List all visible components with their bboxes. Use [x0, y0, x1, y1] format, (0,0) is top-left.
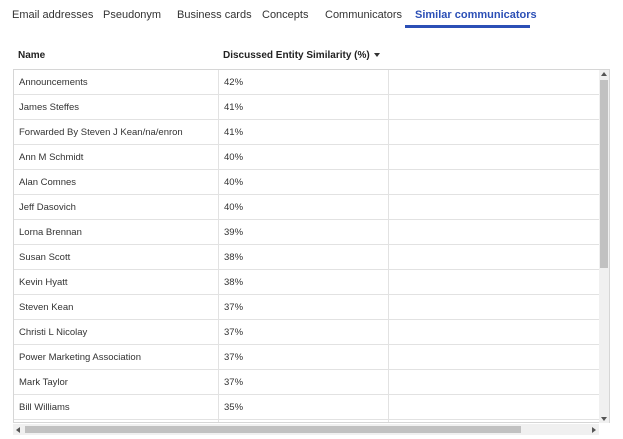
tab-business-cards[interactable]: Business cards	[177, 9, 252, 21]
cell-name: Susan Scott	[14, 245, 219, 270]
cell-name: Power Marketing Association	[14, 345, 219, 370]
cell-similarity: 40%	[219, 170, 389, 195]
cell-name: Jeff Dasovich	[14, 195, 219, 220]
cell-name: Steven Kean	[14, 295, 219, 320]
horizontal-scrollbar[interactable]	[13, 424, 599, 435]
table-body	[14, 70, 600, 423]
cell-name: Kevin Hyatt	[14, 270, 219, 295]
cell-similarity: 40%	[219, 195, 389, 220]
tab-pseudonym[interactable]: Pseudonym	[103, 9, 162, 21]
table-row[interactable]	[14, 245, 600, 270]
table-row[interactable]	[14, 145, 600, 170]
scroll-left-arrow-icon[interactable]	[16, 427, 20, 433]
cell-similarity: 38%	[219, 270, 389, 295]
table-header	[13, 43, 610, 69]
scroll-up-arrow-icon[interactable]	[601, 72, 607, 76]
cell-similarity: 40%	[219, 145, 389, 170]
tab-communicators[interactable]: Communicators	[325, 9, 403, 21]
vertical-scrollbar[interactable]	[599, 70, 609, 423]
cell-name: Bill Williams	[14, 395, 219, 420]
cell-similarity	[219, 420, 389, 423]
cell-similarity: 37%	[219, 370, 389, 395]
vertical-scroll-thumb[interactable]	[600, 80, 608, 268]
table-row[interactable]	[14, 195, 600, 220]
scroll-right-arrow-icon[interactable]	[592, 427, 596, 433]
cell-name: Forwarded By Steven J Kean/na/enron	[14, 120, 219, 145]
cell-similarity: 41%	[219, 120, 389, 145]
cell-similarity: 37%	[219, 295, 389, 320]
table-row[interactable]	[14, 395, 600, 420]
tab-bar	[0, 0, 623, 28]
table-row[interactable]	[14, 270, 600, 295]
tab-email-addresses[interactable]: Email addresses	[12, 9, 94, 21]
results-table	[13, 69, 610, 423]
cell-similarity: 41%	[219, 95, 389, 120]
table-row[interactable]	[14, 70, 600, 95]
cell-name: Christi L Nicolay	[14, 320, 219, 345]
horizontal-scroll-thumb[interactable]	[25, 426, 521, 433]
cell-similarity: 38%	[219, 245, 389, 270]
cell-name: Alan Comnes	[14, 170, 219, 195]
cell-similarity: 37%	[219, 345, 389, 370]
table-row[interactable]	[14, 370, 600, 395]
column-header-name[interactable]: Name	[18, 50, 46, 61]
cell-name: Lorna Brennan	[14, 220, 219, 245]
table-row[interactable]	[14, 295, 600, 320]
table-row[interactable]	[14, 95, 600, 120]
cell-similarity: 37%	[219, 320, 389, 345]
active-tab-indicator	[405, 25, 530, 28]
sort-descending-icon	[374, 53, 380, 57]
table-row[interactable]	[14, 170, 600, 195]
cell-name: Ann M Schmidt	[14, 145, 219, 170]
tab-similar-communicators[interactable]: Similar communicators	[415, 9, 537, 21]
cell-name	[14, 420, 219, 423]
cell-similarity: 35%	[219, 395, 389, 420]
cell-name: Mark Taylor	[14, 370, 219, 395]
cell-name: James Steffes	[14, 95, 219, 120]
table-row[interactable]	[14, 320, 600, 345]
table-row[interactable]	[14, 345, 600, 370]
table-row[interactable]	[14, 420, 600, 423]
cell-name: Announcements	[14, 70, 219, 95]
table-row[interactable]	[14, 120, 600, 145]
cell-similarity: 42%	[219, 70, 389, 95]
tab-concepts[interactable]: Concepts	[262, 9, 309, 21]
column-header-similarity[interactable]	[223, 50, 380, 61]
scroll-down-arrow-icon[interactable]	[601, 417, 607, 421]
column-header-similarity-label: Discussed Entity Similarity (%)	[223, 50, 370, 61]
cell-similarity: 39%	[219, 220, 389, 245]
table-row[interactable]	[14, 220, 600, 245]
